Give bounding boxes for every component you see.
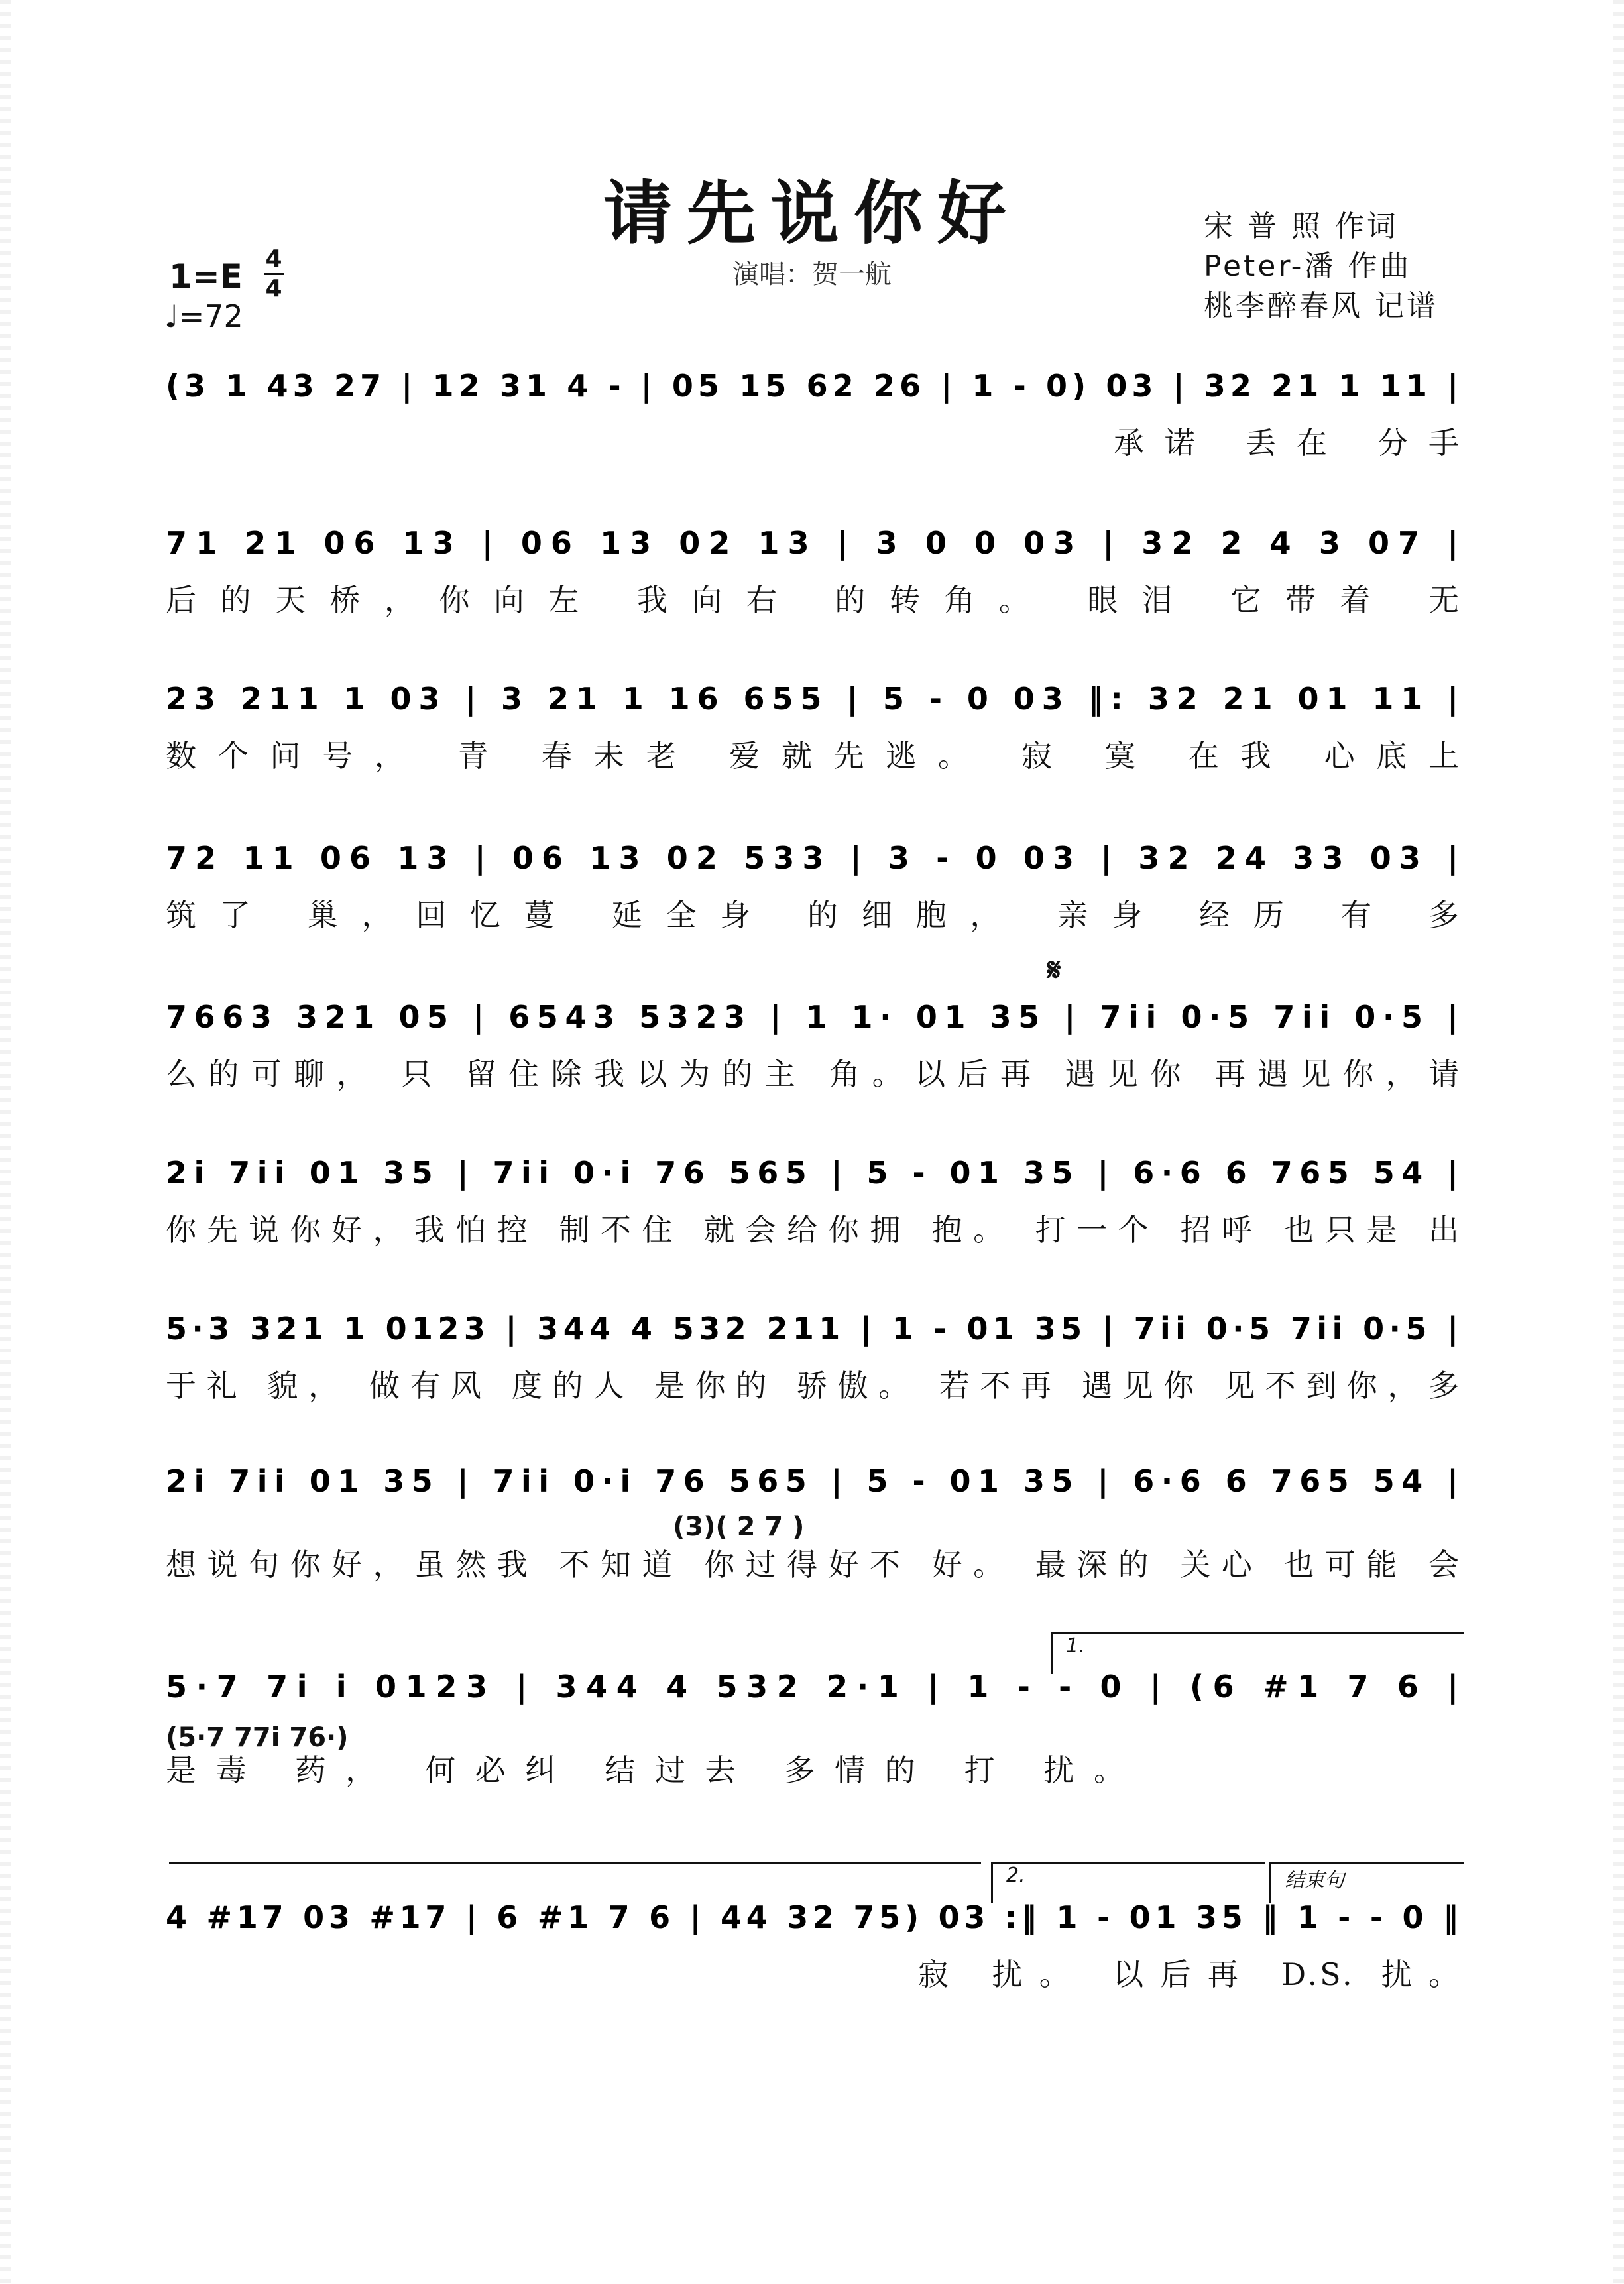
continuation-line (169, 1862, 981, 1864)
lyrics-text: 后的天桥，你向左 我向右 的转角。 眼泪 它带着 无 (166, 582, 1462, 618)
score-system-8 (166, 1459, 1462, 1591)
notation-svg (166, 1306, 1462, 1359)
lyricist-credit: 宋 普 照 作词 (1204, 210, 1399, 243)
lyrics-line (166, 1538, 1462, 1591)
time-signature-top: 4 (265, 245, 282, 272)
jianpu-notes: 7663 321 05 | 6543 5323 | 1 1· 01 35 | 7ii 0·5 7ii 0·5 | (166, 999, 1458, 1035)
lyrics-line (166, 1203, 1462, 1256)
notation-svg (166, 520, 1462, 573)
notation-svg (166, 1150, 1462, 1203)
composer-credit: Peter-潘 作曲 (1204, 249, 1412, 283)
lyrics-line (166, 1744, 1462, 1797)
volta-first-ending: 1. (1051, 1632, 1464, 1674)
notation-svg (166, 994, 1462, 1048)
alternate-notes: (3)( 2 7 ) (673, 1512, 805, 1542)
singer-credit: 演唱：贺一航 (732, 259, 892, 290)
lyrics-line (166, 1048, 1462, 1101)
page-edge-left (0, 0, 11, 2284)
notation-svg (166, 363, 1462, 416)
lyrics-line (166, 1948, 1462, 2001)
notation-line (166, 1895, 1462, 1948)
time-signature (264, 247, 284, 302)
lyrics-text: 么的可聊， 只 留住除我以为的主 角。以后再 遇见你 再遇见你，请 (166, 1056, 1462, 1092)
lyrics-text: 是毒 药， 何必纠 结过去 多情的 打 扰。 (166, 1752, 1127, 1788)
jianpu-notes: (3 1 43 27 | 12 31 4 - | 05 15 62 26 | 1 - 0) 03 | 32 21 1 11 | (166, 368, 1458, 404)
notation-svg (166, 1459, 1462, 1512)
notation-svg (166, 835, 1462, 888)
notation-line (166, 363, 1462, 416)
score-system-9 (166, 1664, 1462, 1797)
score-system-1 (166, 363, 1462, 469)
lyrics-line (166, 729, 1462, 782)
segno-sign: 𝄋 (1047, 951, 1061, 989)
score-system-2 (166, 520, 1462, 627)
lyrics-line (166, 888, 1462, 941)
notation-line (166, 1664, 1462, 1717)
notation-svg (166, 1895, 1462, 1948)
credits-block (1204, 207, 1438, 326)
notation-line (166, 676, 1462, 729)
jianpu-notes: 72 11 06 13 | 06 13 02 533 | 3 - 0 03 | 32 24 33 03 | (166, 840, 1458, 876)
volta-second-ending: 2. (991, 1862, 1265, 1903)
jianpu-notes: 23 211 1 03 | 3 21 1 16 655 | 5 - 0 03 ‖: 32 21 01 11 | (166, 681, 1458, 717)
jianpu-notes: 5·7 7i i 0123 | 344 4 532 2·1 | 1 - - 0 | (6 #1 7 6 | (166, 1669, 1459, 1705)
notation-line (166, 1459, 1462, 1512)
key-signature: 1=E (169, 257, 243, 296)
transcriber-credit: 桃李醉春风 记谱 (1204, 289, 1438, 323)
jianpu-notes: 2i 7ii 01 35 | 7ii 0·i 76 565 | 5 - 01 35 | 6·6 6 765 54 | (166, 1463, 1458, 1499)
notation-line (166, 1306, 1462, 1359)
lyrics-text: 你先说你好，我怕控 制不住 就会给你拥 抱。 打一个 招呼 也只是 出 (166, 1212, 1462, 1248)
lyrics-text: 数个问号， 青 春未老 爱就先逃。 寂 寞 在我 心底上 (166, 738, 1462, 774)
ending-phrase-bracket: 结束句 (1269, 1862, 1464, 1903)
jianpu-notes: 4 #17 03 #17 | 6 #1 7 6 | 44 32 75) 03 :‖ 1 - 01 35 ‖ 1 - - 0 ‖ (166, 1899, 1459, 1935)
score-system-3 (166, 676, 1462, 782)
lyrics-text: 想说句你好，虽然我 不知道 你过得好不 好。 最深的 关心 也可能 会 (166, 1547, 1462, 1583)
lyrics-line (166, 416, 1462, 469)
score-system-4 (166, 835, 1462, 941)
jianpu-notes: 2i 7ii 01 35 | 7ii 0·i 76 565 | 5 - 01 35 | 6·6 6 765 54 | (166, 1155, 1458, 1191)
lyrics-text: 承诺 丢在 分手 (1114, 425, 1462, 461)
lyrics-line (166, 573, 1462, 627)
lyrics-line (166, 1359, 1462, 1412)
notation-svg (166, 676, 1462, 729)
tempo-marking: ♩=72 (164, 298, 243, 334)
notation-line (166, 1150, 1462, 1203)
score-system-5 (166, 994, 1462, 1101)
notation-svg (166, 1664, 1462, 1717)
score-system-10 (166, 1895, 1462, 2001)
lyrics-text: 筑了 巢，回忆蔓 延全身 的细胞， 亲身 经历 有 多 (166, 897, 1462, 933)
score-system-6 (166, 1150, 1462, 1256)
alternate-notes: (5·7 77i 76·) (166, 1722, 349, 1753)
lyrics-text: 于礼 貌， 做有风 度的人 是你的 骄傲。 若不再 遇见你 见不到你，多 (166, 1368, 1462, 1404)
song-title: 请先说你好 (603, 172, 1021, 254)
page-edge-right (1613, 0, 1624, 2284)
lyrics-text: 寂 扰。 以后再 D.S. 扰。 (918, 1956, 1462, 1992)
score-system-7 (166, 1306, 1462, 1412)
jianpu-notes: 71 21 06 13 | 06 13 02 13 | 3 0 0 03 | 32 2 4 3 07 | (166, 525, 1459, 561)
time-signature-bottom: 4 (265, 275, 282, 302)
notation-line (166, 520, 1462, 573)
jianpu-notes: 5·3 321 1 0123 | 344 4 532 211 | 1 - 01 35 | 7ii 0·5 7ii 0·5 | (166, 1311, 1459, 1347)
notation-line (166, 994, 1462, 1048)
notation-line (166, 835, 1462, 888)
